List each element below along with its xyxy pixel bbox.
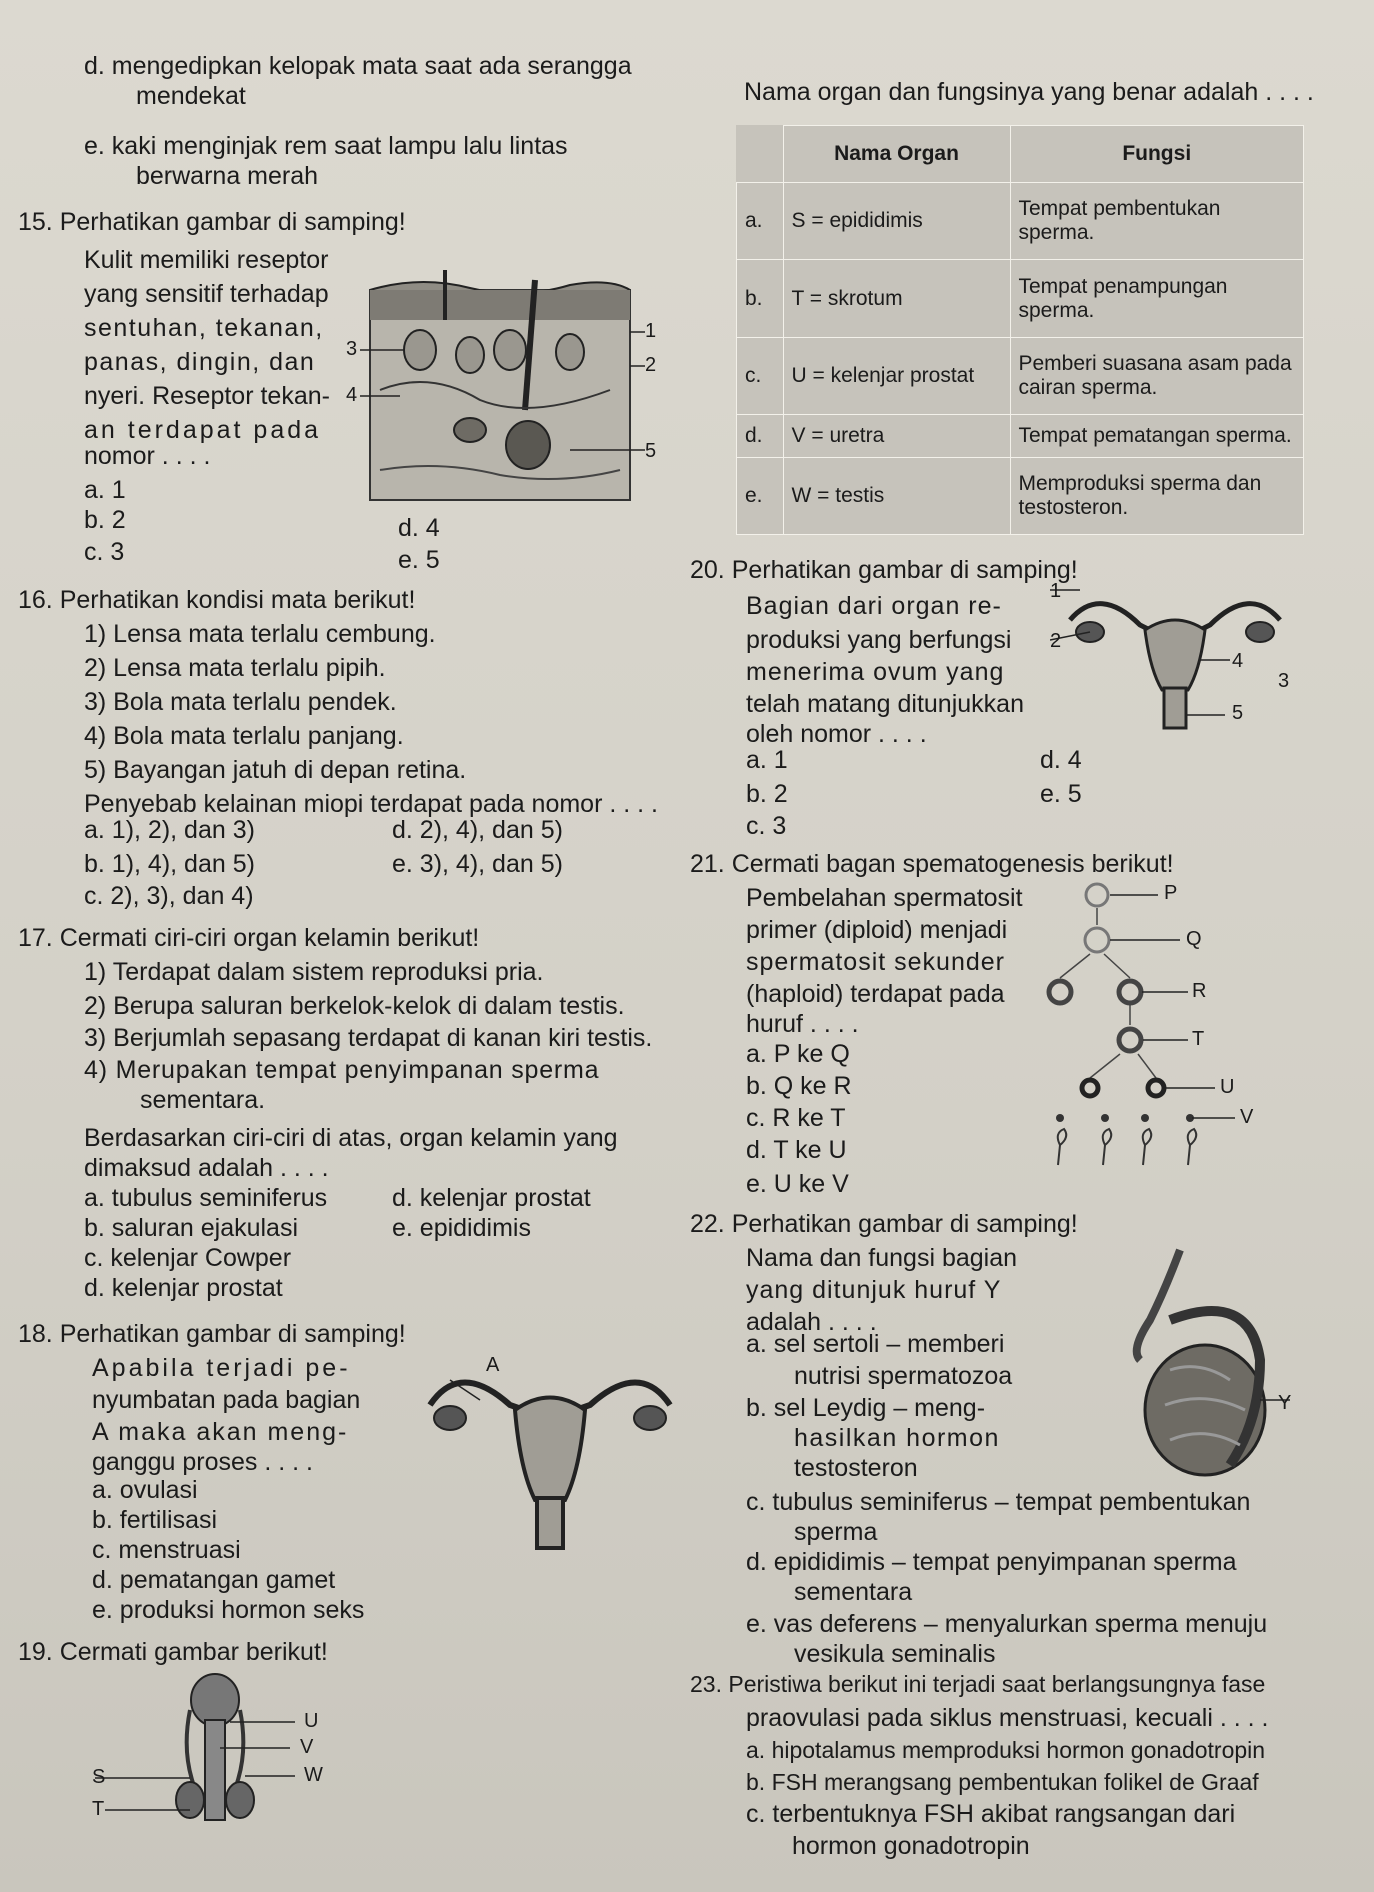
q15-line: panas, dingin, dan bbox=[84, 348, 316, 376]
uterus-diagram-q18 bbox=[420, 1350, 680, 1550]
q22-option: b. sel Leydig – meng- bbox=[746, 1394, 986, 1422]
q22-option: nutrisi spermatozoa bbox=[794, 1362, 1013, 1390]
male-label-W: W bbox=[304, 1764, 323, 1786]
skin-label-5: 5 bbox=[645, 440, 657, 462]
skin-label-4: 4 bbox=[346, 384, 358, 406]
q22-line: adalah . . . . bbox=[746, 1308, 877, 1336]
q17-option-b: b. saluran ejakulasi bbox=[84, 1214, 299, 1242]
q20-option-e: e. 5 bbox=[1040, 780, 1082, 808]
q16-option-d: d. 2), 4), dan 5) bbox=[392, 816, 563, 844]
q22-line: 22. Perhatikan gambar di samping! bbox=[690, 1210, 1078, 1238]
male-label-S: S bbox=[92, 1766, 106, 1788]
q18-line: 18. Perhatikan gambar di samping! bbox=[18, 1320, 406, 1348]
q16-item: 2) Lensa mata terlalu pipih. bbox=[84, 654, 386, 682]
male-label-V: V bbox=[300, 1736, 314, 1758]
q17-option-d-right: d. kelenjar prostat bbox=[392, 1184, 591, 1212]
q15-line: an terdapat pada bbox=[84, 416, 322, 444]
q22-option: e. vas deferens – menyalurkan sperma menuju bbox=[746, 1610, 1268, 1638]
q17-option-e: e. epididimis bbox=[392, 1214, 531, 1242]
uterus-diagram-q20 bbox=[1050, 580, 1300, 730]
q15-line: 15. Perhatikan gambar di samping! bbox=[18, 208, 406, 236]
uterus-label-4: 4 bbox=[1232, 650, 1244, 672]
male-label-U: U bbox=[304, 1710, 319, 1732]
q16-option-b: b. 1), 4), dan 5) bbox=[84, 850, 255, 878]
q14-table-title: Nama organ dan fungsinya yang benar adalah . . . . bbox=[744, 78, 1314, 106]
q21-line: 21. Cermati bagan spematogenesis berikut! bbox=[690, 850, 1174, 878]
q20-option-a: a. 1 bbox=[746, 746, 788, 774]
q21-option-e: e. U ke V bbox=[746, 1170, 849, 1198]
q17-item: 2) Berupa saluran berkelok-kelok di dalam testis. bbox=[84, 992, 625, 1020]
q18-option-d: d. pematangan gamet bbox=[92, 1566, 336, 1594]
table-header-blank bbox=[737, 126, 784, 183]
q16-option-e: e. 3), 4), dan 5) bbox=[392, 850, 563, 878]
sperm-label-P: P bbox=[1164, 882, 1178, 904]
q15-option-d: d. 4 bbox=[398, 514, 440, 542]
q15-line: sentuhan, tekanan, bbox=[84, 314, 324, 342]
q14-option-d: d. mengedipkan kelopak mata saat ada serangga bbox=[84, 52, 632, 80]
q16-item: 1) Lensa mata terlalu cembung. bbox=[84, 620, 436, 648]
q15-option-e: e. 5 bbox=[398, 546, 440, 574]
q21-option-c: c. R ke T bbox=[746, 1104, 846, 1132]
q14-option-e-cont: berwarna merah bbox=[136, 162, 319, 190]
table-row: a. S = epididimis Tempat pembentukan sperma. bbox=[737, 183, 1304, 260]
sperm-label-R: R bbox=[1192, 980, 1207, 1002]
uterus-label-2: 2 bbox=[1050, 630, 1062, 652]
q15-option-b: b. 2 bbox=[84, 506, 126, 534]
q20-line: Bagian dari organ re- bbox=[746, 592, 1002, 620]
q21-option-a: a. P ke Q bbox=[746, 1040, 850, 1068]
q20-line: produksi yang berfungsi bbox=[746, 626, 1012, 654]
uterus-label-A: A bbox=[486, 1354, 500, 1376]
q18-option-b: b. fertilisasi bbox=[92, 1506, 218, 1534]
testis-label-Y: Y bbox=[1278, 1392, 1292, 1414]
q22-option: sperma bbox=[794, 1518, 878, 1546]
q17-option-d: d. kelenjar prostat bbox=[84, 1274, 283, 1302]
q22-option: vesikula seminalis bbox=[794, 1640, 996, 1668]
q17-item: sementara. bbox=[140, 1086, 266, 1114]
q18-line: A maka akan meng- bbox=[92, 1418, 349, 1446]
q20-line: menerima ovum yang bbox=[746, 658, 1005, 686]
male-label-T: T bbox=[92, 1798, 105, 1820]
q16-option-a: a. 1), 2), dan 3) bbox=[84, 816, 255, 844]
sperm-label-Q: Q bbox=[1186, 928, 1202, 950]
q17-item: 3) Berjumlah sepasang terdapat di kanan kiri testis. bbox=[84, 1024, 653, 1052]
q21-option-b: b. Q ke R bbox=[746, 1072, 852, 1100]
q22-option: c. tubulus seminiferus – tempat pembentukan bbox=[746, 1488, 1251, 1516]
q16-item: 3) Bola mata terlalu pendek. bbox=[84, 688, 397, 716]
q21-line: spermatosit sekunder bbox=[746, 948, 1006, 976]
table-header-fungsi: Fungsi bbox=[1010, 126, 1304, 183]
q16-option-c: c. 2), 3), dan 4) bbox=[84, 882, 254, 910]
q17-question: Berdasarkan ciri-ciri di atas, organ kelamin yang bbox=[84, 1124, 618, 1152]
q23-line: 23. Peristiwa berikut ini terjadi saat berlangsungnya fase bbox=[690, 1671, 1266, 1697]
q17-option-a: a. tubulus seminiferus bbox=[84, 1184, 328, 1212]
q16-item: 5) Bayangan jatuh di depan retina. bbox=[84, 756, 467, 784]
skin-label-2: 2 bbox=[645, 354, 657, 376]
q18-line: ganggu proses . . . . bbox=[92, 1448, 313, 1476]
uterus-label-1: 1 bbox=[1050, 580, 1062, 602]
q15-option-a: a. 1 bbox=[84, 476, 126, 504]
q19-title: 19. Cermati gambar berikut! bbox=[18, 1638, 328, 1666]
q20-line: 20. Perhatikan gambar di samping! bbox=[690, 556, 1078, 584]
sperm-label-T: T bbox=[1192, 1028, 1205, 1050]
table-header-organ: Nama Organ bbox=[783, 126, 1010, 183]
q18-option-a: a. ovulasi bbox=[92, 1476, 198, 1504]
q21-line: huruf . . . . bbox=[746, 1010, 859, 1038]
q17-item: 4) Merupakan tempat penyimpanan sperma bbox=[84, 1056, 600, 1084]
q15-line: Kulit memiliki reseptor bbox=[84, 246, 329, 274]
q21-line: Pembelahan spermatosit bbox=[746, 884, 1023, 912]
skin-diagram bbox=[360, 270, 660, 510]
q23-option-a: a. hipotalamus memproduksi hormon gonadotropin bbox=[746, 1737, 1266, 1763]
table-row: e. W = testis Memproduksi sperma dan testosteron. bbox=[737, 457, 1304, 534]
q22-option: sementara bbox=[794, 1578, 913, 1606]
q18-option-c: c. menstruasi bbox=[92, 1536, 241, 1564]
q16-item: 4) Bola mata terlalu panjang. bbox=[84, 722, 404, 750]
table-row: b. T = skrotum Tempat penampungan sperma. bbox=[737, 260, 1304, 337]
skin-label-3: 3 bbox=[346, 338, 358, 360]
q15-line: nomor . . . . bbox=[84, 442, 211, 470]
q17-question: dimaksud adalah . . . . bbox=[84, 1154, 329, 1182]
q23-option-c-cont: hormon gonadotropin bbox=[792, 1832, 1030, 1860]
q18-line: Apabila terjadi pe- bbox=[92, 1354, 351, 1382]
q17-title: 17. Cermati ciri-ciri organ kelamin berikut! bbox=[18, 924, 480, 952]
q22-option: d. epididimis – tempat penyimpanan sperma bbox=[746, 1548, 1237, 1576]
q14-option-d-cont: mendekat bbox=[136, 82, 246, 110]
q22-option: hasilkan hormon bbox=[794, 1424, 1000, 1452]
uterus-label-5: 5 bbox=[1232, 702, 1244, 724]
q22-line: yang ditunjuk huruf Y bbox=[746, 1276, 1002, 1304]
q21-line: (haploid) terdapat pada bbox=[746, 980, 1005, 1008]
q22-option: a. sel sertoli – memberi bbox=[746, 1330, 1005, 1358]
q15-line: yang sensitif terhadap bbox=[84, 280, 329, 308]
q21-option-d: d. T ke U bbox=[746, 1136, 847, 1164]
q22-line: Nama dan fungsi bagian bbox=[746, 1244, 1018, 1272]
q20-option-c: c. 3 bbox=[746, 812, 787, 840]
spermatogenesis-diagram bbox=[1040, 870, 1300, 1200]
q15-option-c: c. 3 bbox=[84, 538, 125, 566]
skin-label-1: 1 bbox=[645, 320, 657, 342]
q23-line: praovulasi pada siklus menstruasi, kecuali . . . . bbox=[746, 1704, 1269, 1732]
q22-option: testosteron bbox=[794, 1454, 918, 1482]
q18-line: nyumbatan pada bagian bbox=[92, 1386, 361, 1414]
q16-question: Penyebab kelainan miopi terdapat pada nomor . . . . bbox=[84, 790, 658, 818]
q21-line: primer (diploid) menjadi bbox=[746, 916, 1008, 944]
q14-option-e: e. kaki menginjak rem saat lampu lalu lintas bbox=[84, 132, 568, 160]
organ-function-table bbox=[736, 125, 1304, 535]
testis-diagram bbox=[1110, 1240, 1290, 1480]
sperm-label-V: V bbox=[1240, 1106, 1254, 1128]
q20-line: telah matang ditunjukkan bbox=[746, 690, 1024, 718]
q23-option-b: b. FSH merangsang pembentukan folikel de Graaf bbox=[746, 1769, 1259, 1795]
q16-title: 16. Perhatikan kondisi mata berikut! bbox=[18, 586, 416, 614]
q18-option-e: e. produksi hormon seks bbox=[92, 1596, 365, 1624]
q20-line: oleh nomor . . . . bbox=[746, 720, 927, 748]
uterus-label-3: 3 bbox=[1278, 670, 1290, 692]
q17-option-c: c. kelenjar Cowper bbox=[84, 1244, 292, 1272]
q15-line: nyeri. Reseptor tekan- bbox=[84, 382, 330, 410]
q20-option-d: d. 4 bbox=[1040, 746, 1082, 774]
q17-item: 1) Terdapat dalam sistem reproduksi pria. bbox=[84, 958, 544, 986]
table-row: c. U = kelenjar prostat Pemberi suasana asam pada cairan sperma. bbox=[737, 337, 1304, 414]
table-row: d. V = uretra Tempat pematangan sperma. bbox=[737, 415, 1304, 457]
q23-option-c: c. terbentuknya FSH akibat rangsangan dari bbox=[746, 1800, 1236, 1828]
sperm-label-U: U bbox=[1220, 1076, 1235, 1098]
q20-option-b: b. 2 bbox=[746, 780, 788, 808]
